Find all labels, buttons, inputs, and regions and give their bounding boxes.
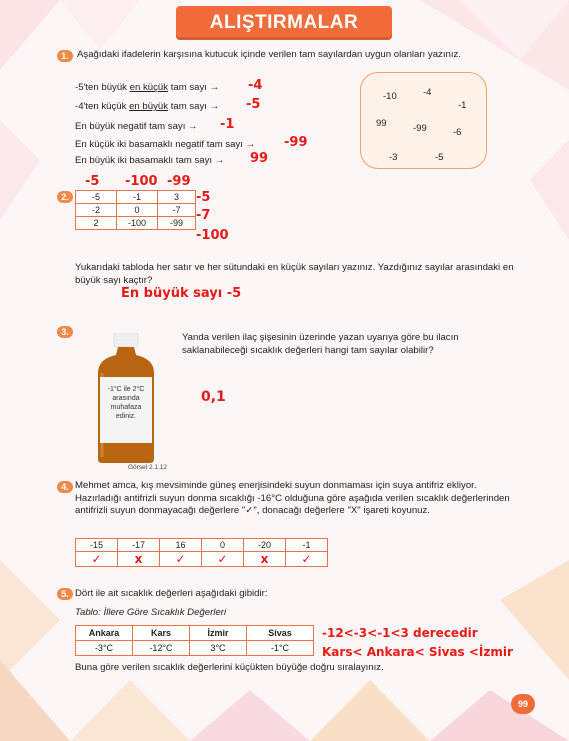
- q5-table-title: Tablo: İllere Göre Sıcaklık Değerleri: [75, 607, 227, 618]
- table-cell: -5: [76, 191, 117, 204]
- box-number: -5: [435, 152, 444, 163]
- mark-cell: ✓: [202, 552, 244, 567]
- q4-temperature-table: [75, 538, 328, 567]
- temperature-cell: -17: [118, 539, 160, 552]
- q1-answer-3: -1: [220, 117, 235, 132]
- q1-item-1: -5'ten büyük en küçük tam sayı →: [75, 82, 220, 93]
- mark-cell: x: [244, 552, 286, 567]
- table-cell: 2: [76, 217, 117, 230]
- table-cell: -3°C: [76, 641, 133, 656]
- q5-answer-line-2: Kars< Ankara< Sivas <İzmir: [322, 645, 513, 659]
- question-number-1: 1.: [57, 50, 73, 62]
- table-cell: -1: [117, 191, 158, 204]
- table-cell: 3: [158, 191, 196, 204]
- mark-cell: ✓: [160, 552, 202, 567]
- q1-item-3: En büyük negatif tam sayı →: [75, 121, 198, 132]
- page-number: 99: [511, 694, 535, 714]
- table-cell: -2: [76, 204, 117, 217]
- question-number-2: 2.: [57, 191, 73, 203]
- question-number-5: 5.: [57, 588, 73, 600]
- q5-answer-line-1: -12<-3<-1<3 derecedir: [322, 626, 478, 640]
- table-header: Ankara: [76, 626, 133, 641]
- table-cell: -1°C: [247, 641, 314, 656]
- q2-col-answer-2: -100: [125, 174, 158, 189]
- q3-prompt: Yanda verilen ilaç şişesinin üzerinde yazan uyarıya göre bu ilacın saklanabileceği sıcaklık değerleri hangi tam sayılar olabilir?: [182, 332, 459, 356]
- q1-answer-1: -4: [248, 78, 263, 93]
- q5-instruction: Buna göre verilen sıcaklık değerlerini küçükten büyüğe doğru sıralayınız.: [75, 662, 384, 673]
- table-cell: -7: [158, 204, 196, 217]
- q1-answer-2: -5: [246, 97, 261, 112]
- temperature-cell: -20: [244, 539, 286, 552]
- number-choice-box: [360, 72, 487, 169]
- q2-number-table: [75, 190, 196, 230]
- table-header: Kars: [133, 626, 190, 641]
- q1-item-4: En küçük iki basamaklı negatif tam sayı →: [75, 139, 256, 150]
- q5-city-temperature-table: [75, 625, 314, 656]
- mark-cell: ✓: [286, 552, 328, 567]
- q2-prompt: Yukarıdaki tabloda her satır ve her sütundaki en küçük sayıları yazınız. Yazdığınız sayılar arasındaki en büyük sayı kaçtır?: [75, 262, 514, 286]
- temperature-cell: -1: [286, 539, 328, 552]
- table-cell: 3°C: [190, 641, 247, 656]
- q1-answer-5: 99: [250, 151, 269, 166]
- q1-item-2: -4'ten küçük en büyük tam sayı →: [75, 101, 220, 112]
- table-cell: -99: [158, 217, 196, 230]
- q2-answer: En büyük sayı -5: [121, 286, 242, 301]
- image-caption: Görsel 2.1.12: [128, 464, 168, 471]
- temperature-cell: -15: [76, 539, 118, 552]
- table-cell: 0: [117, 204, 158, 217]
- page-title: ALIŞTIRMALAR: [176, 6, 392, 40]
- table-header: Sivas: [247, 626, 314, 641]
- table-cell: -100: [117, 217, 158, 230]
- q2-col-answer-1: -5: [85, 174, 100, 189]
- q2-row-answer-3: -100: [196, 228, 229, 243]
- q2-col-answer-3: -99: [167, 174, 191, 189]
- mark-cell: x: [118, 552, 160, 567]
- box-number: -6: [453, 127, 462, 138]
- box-number: -1: [458, 100, 467, 111]
- q2-row-answer-2: -7: [196, 208, 211, 223]
- q1-answer-4: -99: [284, 135, 308, 150]
- mark-cell: ✓: [76, 552, 118, 567]
- temperature-cell: 0: [202, 539, 244, 552]
- bottle-label: -1°C ile 2°C arasında muhafaza ediniz.: [107, 386, 145, 420]
- box-number: 99: [376, 118, 387, 129]
- table-cell: -12°C: [133, 641, 190, 656]
- box-number: -3: [389, 152, 398, 163]
- q3-answer: 0,1: [201, 389, 226, 405]
- q1-prompt: Aşağıdaki ifadelerin karşısına kutucuk içinde verilen tam sayılardan uygun olanları yazınız.: [77, 49, 461, 60]
- temperature-cell: 16: [160, 539, 202, 552]
- q4-prompt: Mehmet amca, kış mevsiminde güneş enerjisindeki suyun donmaması için suya antifriz ekliyor. Hazırladığı antifrizli suyun donma sıcaklığı -16°C olduğuna göre aşağıda verilen sıcaklık değerlerinden antifrizli suyun donmayacağı değerlere "✓", donacağı değerlere "X" işareti koyunuz.: [75, 480, 510, 516]
- question-number-4: 4.: [57, 481, 73, 493]
- q1-item-5: En büyük iki basamaklı tam sayı →: [75, 155, 225, 166]
- box-number: -4: [423, 87, 432, 98]
- table-header: İzmir: [190, 626, 247, 641]
- q5-prompt: Dört ile ait sıcaklık değerleri aşağıdaki gibidir:: [75, 588, 268, 599]
- question-number-3: 3.: [57, 326, 73, 338]
- box-number: -99: [413, 123, 427, 134]
- q2-row-answer-1: -5: [196, 190, 211, 205]
- box-number: -10: [383, 91, 397, 102]
